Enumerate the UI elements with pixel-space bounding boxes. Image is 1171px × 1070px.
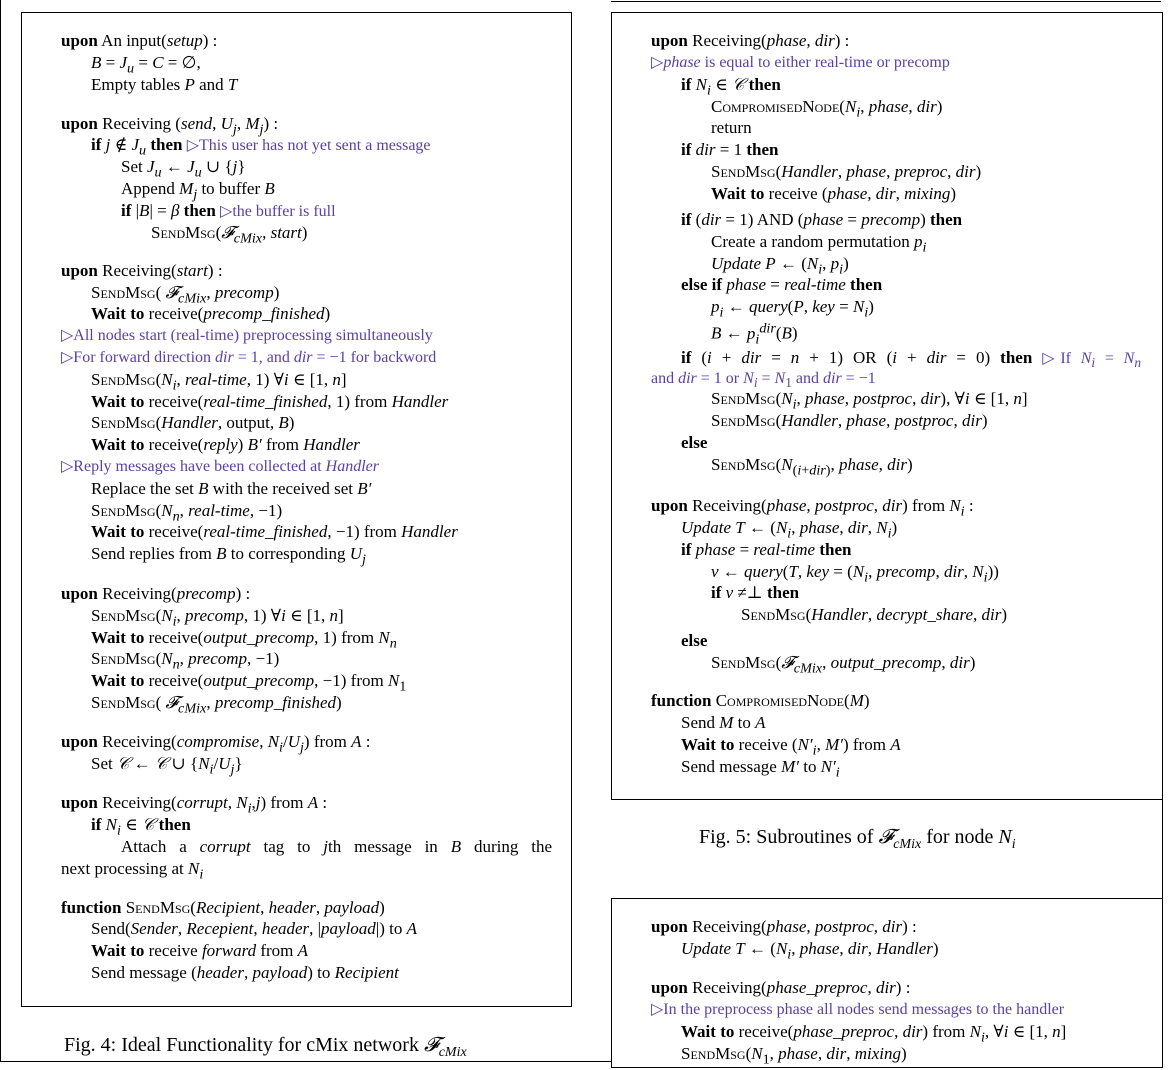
fig4-line-26: $SendMsg(N_n$, precomp, −1) — [91, 649, 280, 673]
fig5-line-30: Wait to receive ($N'_i$, M′) from A — [681, 735, 901, 759]
fig5-comment-15: and dir = 1 or $N_i = N_1$ and dir = −1 — [651, 370, 876, 391]
fig6-comment-3: ▷In the preprocess phase all nodes send messages to the handler — [651, 1001, 1065, 1018]
fig4-line-23: upon Receiving(precomp) : — [61, 584, 251, 603]
fig5-line-14: if (i + dir = n + 1) OR (i + dir = 0) then ▷If $N_i = N_n$ — [681, 348, 1141, 371]
fig4-line-28: SendMsg( 𝓕$_{cMix}$, precomp_finished) — [91, 693, 342, 717]
fig5-line-27: SendMsg(𝓕$_{cMix}$, output_precomp, dir) — [711, 653, 976, 677]
fig5-line-20: upon Receiving(phase, postproc, dir) from $N_i$ : — [651, 496, 974, 520]
fig5-line-8: if (dir = 1) AND (phase = precomp) then — [681, 210, 963, 229]
fig5-line-2: if $N_i$ ∈ 𝒞 then — [681, 75, 781, 99]
fig4-line-19: Replace the set B with the received set B′ — [91, 479, 372, 498]
fig4-line-2: Empty tables P and T — [91, 75, 238, 94]
fig4-line-15: Wait to receive(real-time_finished, 1) from Handler — [91, 392, 449, 411]
fig4-line-17: Wait to receive(reply) B′ from Handler — [91, 435, 360, 454]
fig4-line-21: Wait to receive(real-time_finished, −1) from Handler — [91, 522, 458, 541]
fig4-line-4: if j ∉ $J_u$ then ▷This user has not yet sent a message — [91, 135, 431, 159]
fig4-line-25: Wait to receive(output_precomp, 1) from $N_n$ — [91, 628, 397, 652]
fig5-line-12: $p_i$ ← query(P, key = $N_i$) — [711, 297, 874, 321]
fig4-line-14: $SendMsg(N_i$, real-time, 1) ∀i ∈ [1, n] — [91, 370, 347, 394]
fig5-line-29: Send M to A — [681, 713, 766, 732]
fig5-line-25: SendMsg(Handler, decrypt_share, dir) — [741, 605, 1008, 624]
fig4-caption: Fig. 4: Ideal Functionality for cMix network 𝓕$_{cMix}$ — [64, 1034, 467, 1060]
fig4-line-20: $SendMsg(N_n$, real-time, −1) — [91, 501, 283, 525]
fig4-comment-12: ▷All nodes start (real-time) preprocessing simultaneously — [61, 327, 433, 344]
fig5-line-16: $SendMsg(N_i$, phase, postproc, dir), ∀i ∈ [1, n] — [711, 389, 1028, 413]
fig4-comment-13: ▷For forward direction dir = 1, and dir = −1 for backword — [61, 349, 437, 366]
fig6-line-4: Wait to receive(phase_preproc, dir) from $N_i$, ∀i ∈ [1, n] — [681, 1022, 1067, 1046]
fig5-line-31: Send message M′ to $N'_i$ — [681, 757, 840, 781]
fig4-comment-18: ▷Reply messages have been collected at Handler — [61, 458, 379, 475]
fig4-line-37: Wait to receive forward from A — [91, 941, 309, 960]
fig4-line-8: SendMsg(𝓕$_{cMix}$, start) — [151, 223, 308, 247]
fig5-line-18: else — [681, 433, 708, 452]
fig4-line-10: SendMsg( 𝓕$_{cMix}$, precomp) — [91, 283, 280, 307]
fig5-line-24: if v ≠⊥ then — [711, 583, 800, 602]
outer-bottom-edge — [0, 1061, 611, 1062]
fig5-line-22: if phase = real-time then — [681, 540, 852, 559]
fig6-line-1: Update T ← ($N_i$, phase, dir, Handler) — [681, 939, 939, 963]
fig6-line-2: upon Receiving(phase_preproc, dir) : — [651, 978, 911, 997]
fig4-line-31: upon Receiving(corrupt, $N_i,j$) from A : — [61, 793, 328, 817]
outer-left-edge — [0, 0, 1, 1062]
fig4-line-3: upon Receiving (send, $U_j$, $M_j$) : — [61, 114, 279, 138]
fig4-line-22: Send replies from B to corresponding $U_j$ — [91, 544, 366, 568]
fig5-line-7: Wait to receive (phase, dir, mixing) — [711, 184, 957, 203]
fig4-line-35: function SendMsg(Recipient, header, payload) — [61, 898, 385, 917]
fig4-line-1: $B = J_u = C$ = ∅, — [91, 53, 201, 77]
fig4-line-29: upon Receiving(compromise, $N_i/U_j$) from A : — [61, 732, 371, 756]
fig5-caption: Fig. 5: Subroutines of 𝓕$_{cMix}$ for node $N_i$ — [699, 826, 1016, 852]
fig4-line-33: Attach a corrupt tag to jth message in B during the — [121, 837, 552, 856]
fig5-line-6: SendMsg(Handler, phase, preproc, dir) — [711, 162, 982, 181]
fig5-line-10: Update P ← ($N_i$, $p_i$) — [711, 254, 849, 278]
fig5-line-21: Update T ← ($N_i$, phase, dir, $N_i$) — [681, 518, 898, 542]
fig5-line-13: B ← $p_i^{dir}(B)$ — [711, 320, 798, 348]
fig5-line-0: upon Receiving(phase, dir) : — [651, 31, 850, 50]
fig5-line-23: v ← query(T, key = ($N_i$, precomp, dir, $N_i$)) — [711, 562, 999, 586]
fig5-line-9: Create a random permutation $p_i$ — [711, 232, 927, 256]
fig4-line-34: next processing at $N_i$ — [61, 859, 204, 883]
fig4-line-7: if |B| = β then ▷the buffer is full — [121, 201, 336, 220]
fig4-line-6: Append $M_j$ to buffer B — [121, 179, 275, 203]
fig5-caption-right-edge — [1162, 800, 1163, 898]
fig4-line-5: Set $J_u$ ← $J_u$ ∪ {j} — [121, 157, 246, 181]
fig4-line-27: Wait to receive(output_precomp, −1) from $N_1$ — [91, 671, 407, 695]
fig6-line-0: upon Receiving(phase, postproc, dir) : — [651, 917, 917, 936]
fig5-line-11: else if phase = real-time then — [681, 275, 883, 294]
fig4-line-36: Send(Sender, Recepient, header, |payload|) to A — [91, 919, 417, 938]
fig5-line-4: return — [711, 118, 752, 137]
fig4-line-32: if $N_i$ ∈ 𝒞 then — [91, 815, 191, 839]
fig4-line-9: upon Receiving(start) : — [61, 261, 223, 280]
fig5-line-3: $CompromisedNode(N_i$, phase, dir) — [711, 97, 943, 121]
fig5-line-5: if dir = 1 then — [681, 140, 779, 159]
fig4-line-11: Wait to receive(precomp_finished) — [91, 304, 331, 323]
fig5-line-19: $SendMsg(N_{(i+dir)}$, phase, dir) — [711, 455, 913, 479]
fig4-line-24: $SendMsg(N_i$, precomp, 1) ∀i ∈ [1, n] — [91, 606, 344, 630]
fig4-line-30: Set 𝒞 ← 𝒞 ∪ $\{N_i/U_j\}$ — [91, 754, 243, 778]
fig5-line-17: SendMsg(Handler, phase, postproc, dir) — [711, 411, 988, 430]
fig4-line-16: SendMsg(Handler, output, B) — [91, 413, 295, 432]
fig5-line-26: else — [681, 631, 708, 650]
outer-top-edge — [611, 1, 1161, 2]
fig4-line-38: Send message (header, payload) to Recipient — [91, 963, 399, 982]
fig5-comment-1: ▷phase is equal to either real-time or precomp — [651, 54, 950, 71]
fig6-line-5: $SendMsg(N_1$, phase, dir, mixing) — [681, 1044, 907, 1068]
fig5-line-28: function CompromisedNode(M) — [651, 691, 870, 710]
fig4-line-0: upon An input(setup) : — [61, 31, 218, 50]
